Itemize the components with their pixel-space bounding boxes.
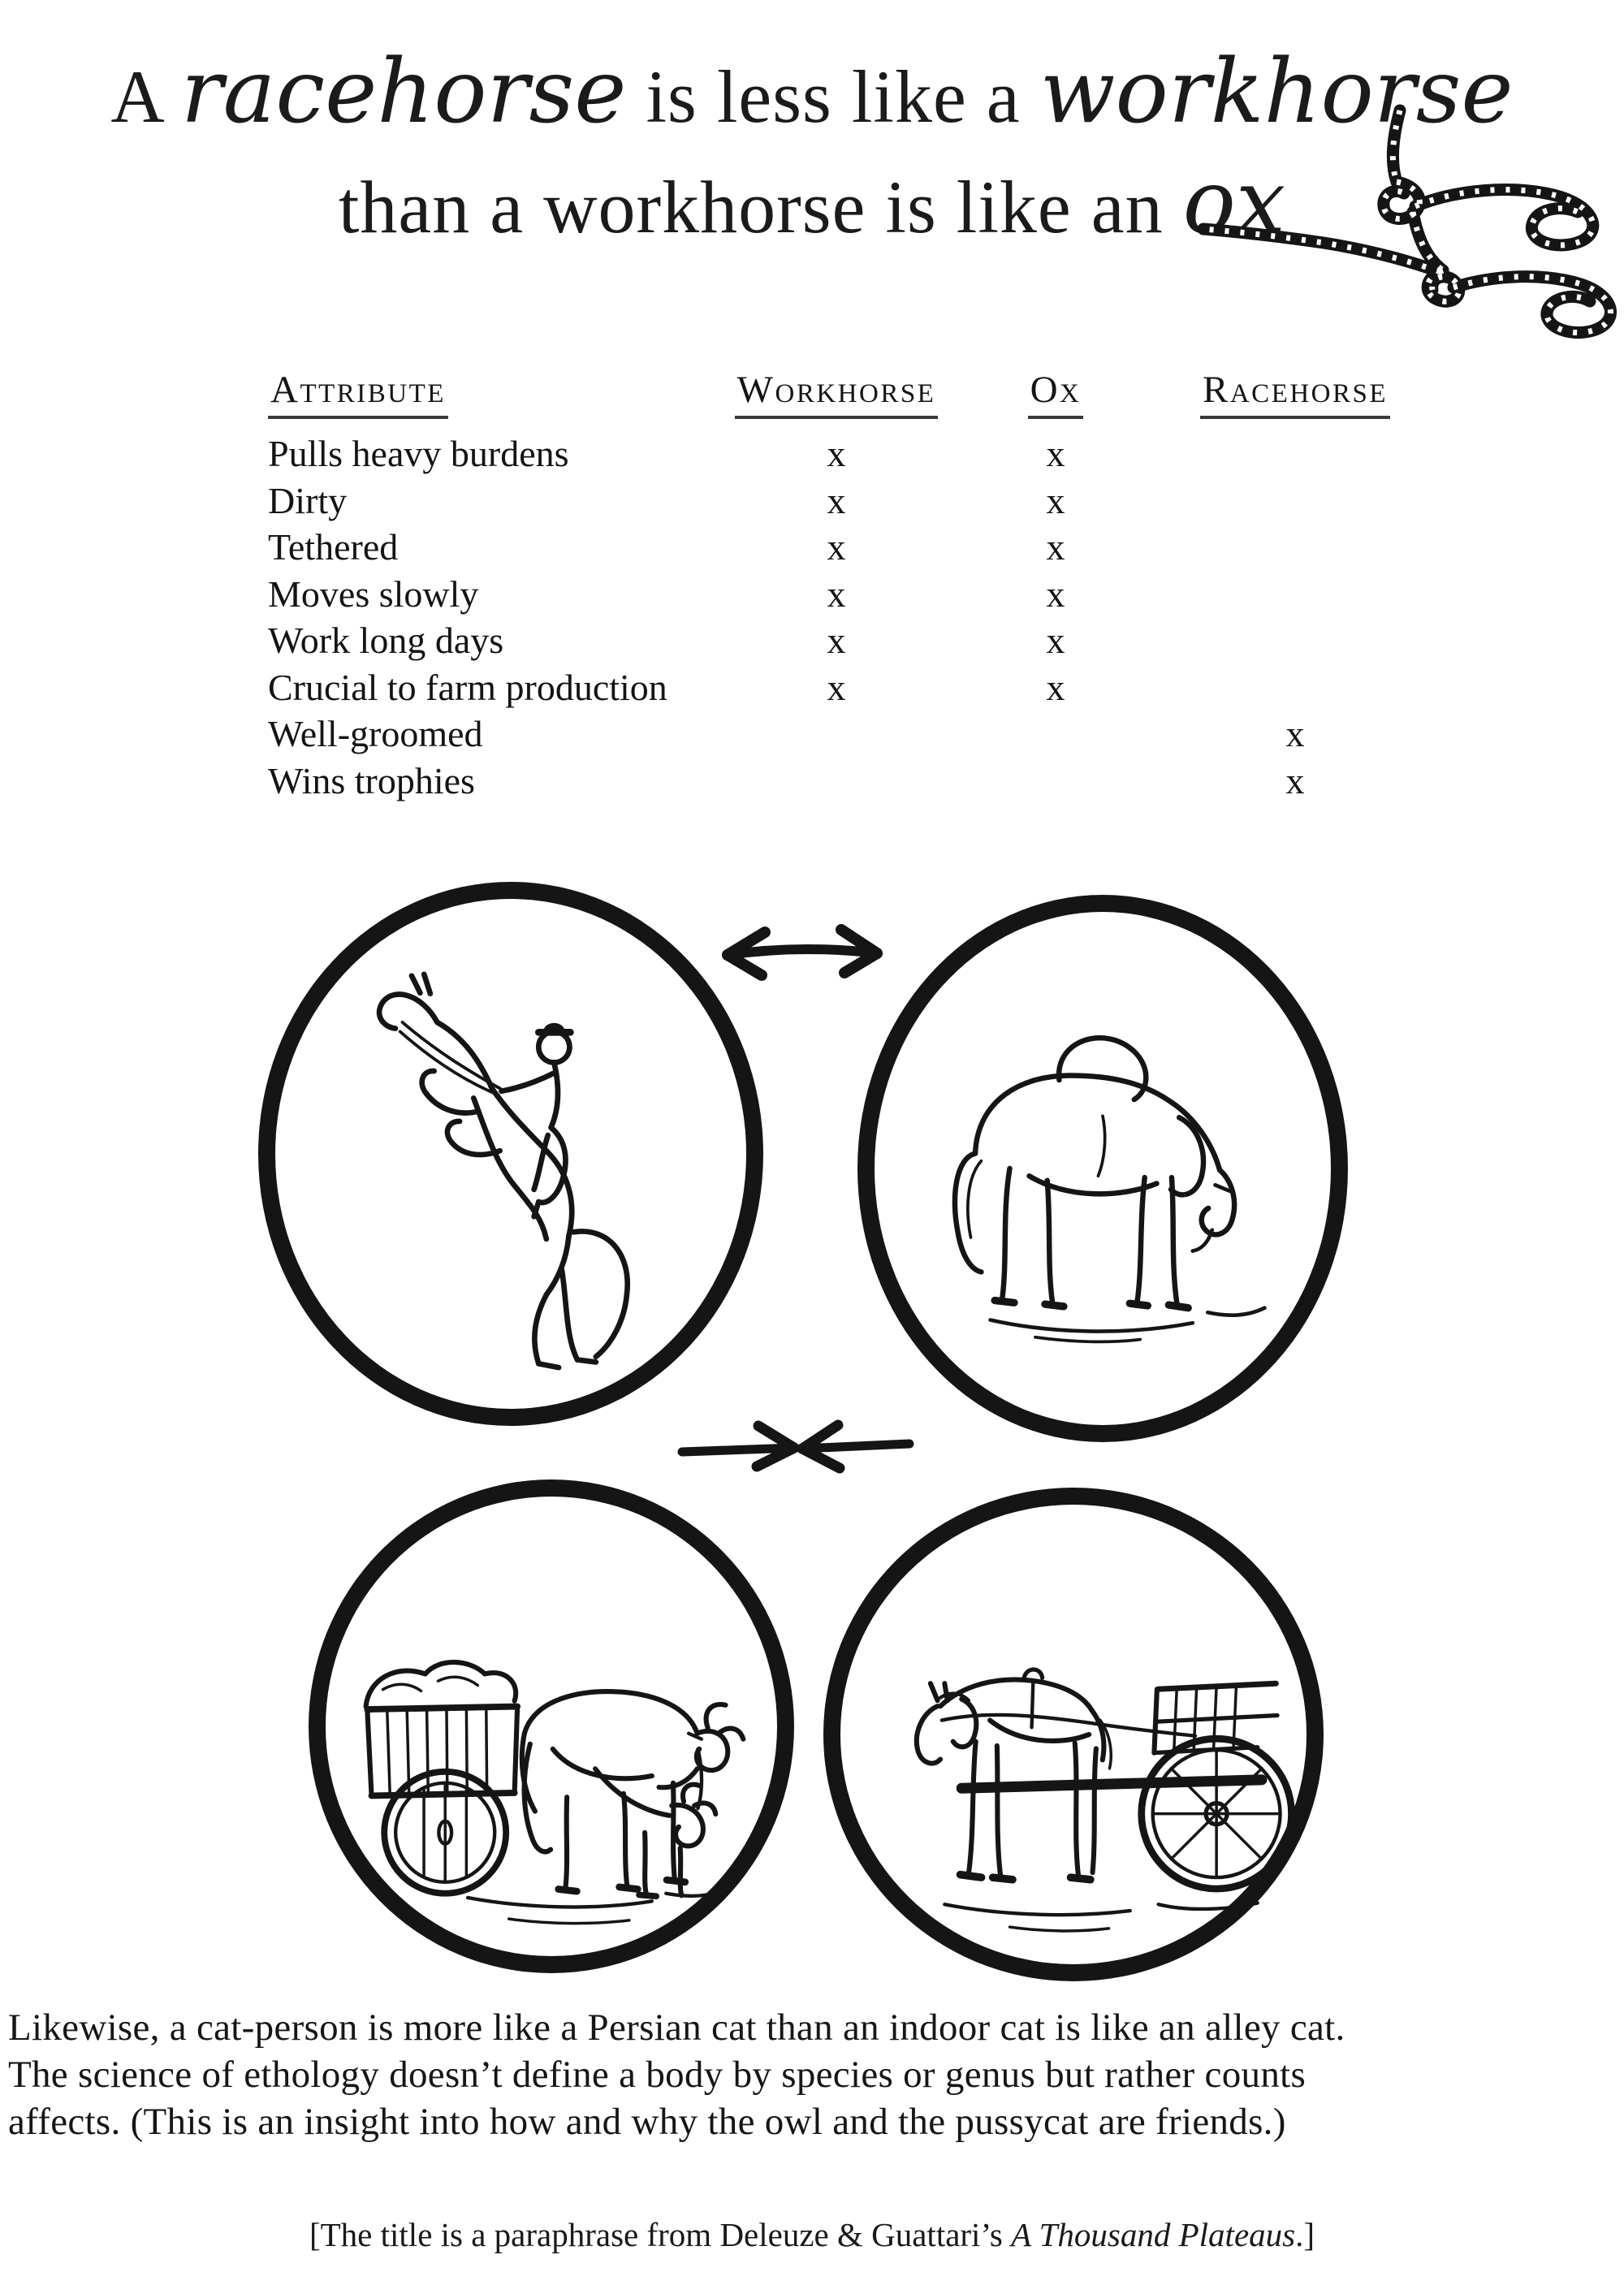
workhorse-mark: x: [827, 666, 846, 708]
table-row: [268, 477, 1429, 525]
attribute-cell: Tethered: [268, 526, 399, 568]
footnote-book-title: A Thousand Plateaus: [1011, 2216, 1296, 2253]
table-row: [268, 664, 1429, 711]
circle-frame-workhorse: [857, 895, 1348, 1442]
racehorse-mark: x: [1285, 759, 1305, 801]
column-header-racehorse: Racehorse: [1161, 368, 1429, 419]
ox-mark: x: [1046, 479, 1065, 521]
attribute-cell: Moves slowly: [268, 572, 479, 615]
circle-frame-racehorse: [258, 882, 763, 1426]
ox-mark: x: [1046, 572, 1065, 615]
attribute-cell: Dirty: [268, 479, 348, 521]
workhorse-mark: x: [827, 526, 846, 568]
converging-arrows-icon: [672, 1411, 919, 1486]
ethology-paragraph: [8, 2004, 1619, 2145]
double-arrow-icon: [705, 919, 900, 987]
workhorse-mark: x: [827, 620, 846, 662]
attribute-cell: Wins trophies: [268, 759, 475, 801]
title-script-workhorse: workhorse: [1039, 40, 1514, 143]
column-header-workhorse: Workhorse: [723, 368, 950, 419]
ox-mark: x: [1046, 526, 1065, 568]
paragraph-line: The science of ethology doesn’t define a body by species or genus but rather counts: [8, 2054, 1307, 2096]
table-row: [268, 758, 1429, 805]
footnote-text: [The title is a paraphrase from Deleuze & Guattari’s: [309, 2216, 1012, 2253]
circle-frame-ox-cart: [309, 1479, 794, 1973]
workhorse-mark: x: [827, 572, 846, 615]
ox-cart-illustration: [329, 1500, 774, 1953]
racehorse-rider-illustration: [279, 902, 743, 1406]
table-row: [268, 711, 1429, 758]
table-row: [268, 430, 1429, 477]
table-row: [268, 617, 1429, 664]
attribute-cell: Work long days: [268, 620, 504, 662]
footnote-text: .]: [1295, 2216, 1315, 2253]
paragraph-line: affects. (This is an insight into how and why the owl and the pussycat are friends.): [8, 2101, 1286, 2143]
attribute-cell: Well-groomed: [268, 713, 483, 755]
paragraph-line: Likewise, a cat-person is more like a Persian cat than an indoor cat is like an alley cat.: [8, 2006, 1345, 2049]
title-text: A: [110, 55, 181, 138]
ox-mark: x: [1046, 620, 1065, 662]
table-row: [268, 571, 1429, 618]
attribute-cell: Pulls heavy burdens: [268, 433, 569, 475]
table-row: [268, 524, 1429, 571]
column-header-attribute: Attribute: [268, 368, 723, 419]
title-text: than a workhorse is like an: [338, 166, 1183, 248]
workhorse-illustration: [878, 915, 1328, 1422]
comparison-table-body: [268, 430, 1429, 804]
title-text: is less like a: [626, 55, 1040, 138]
rope-knot-illustration: [1179, 104, 1624, 364]
title-script-ox: ox: [1182, 150, 1286, 253]
comparison-table: [268, 356, 1429, 804]
title-script-racehorse: racehorse: [180, 40, 627, 143]
comparison-table-header: [268, 356, 1429, 419]
workhorse-mark: x: [827, 433, 846, 475]
attribute-cell: Crucial to farm production: [268, 666, 667, 708]
horse-cart-illustration: [844, 1508, 1303, 1961]
circle-frame-horse-cart: [823, 1488, 1324, 1981]
workhorse-mark: x: [827, 479, 846, 521]
column-header-ox: Ox: [950, 368, 1161, 419]
ox-mark: x: [1046, 433, 1065, 475]
ox-mark: x: [1046, 666, 1065, 708]
footnote: [0, 2215, 1624, 2254]
racehorse-mark: x: [1285, 713, 1305, 755]
